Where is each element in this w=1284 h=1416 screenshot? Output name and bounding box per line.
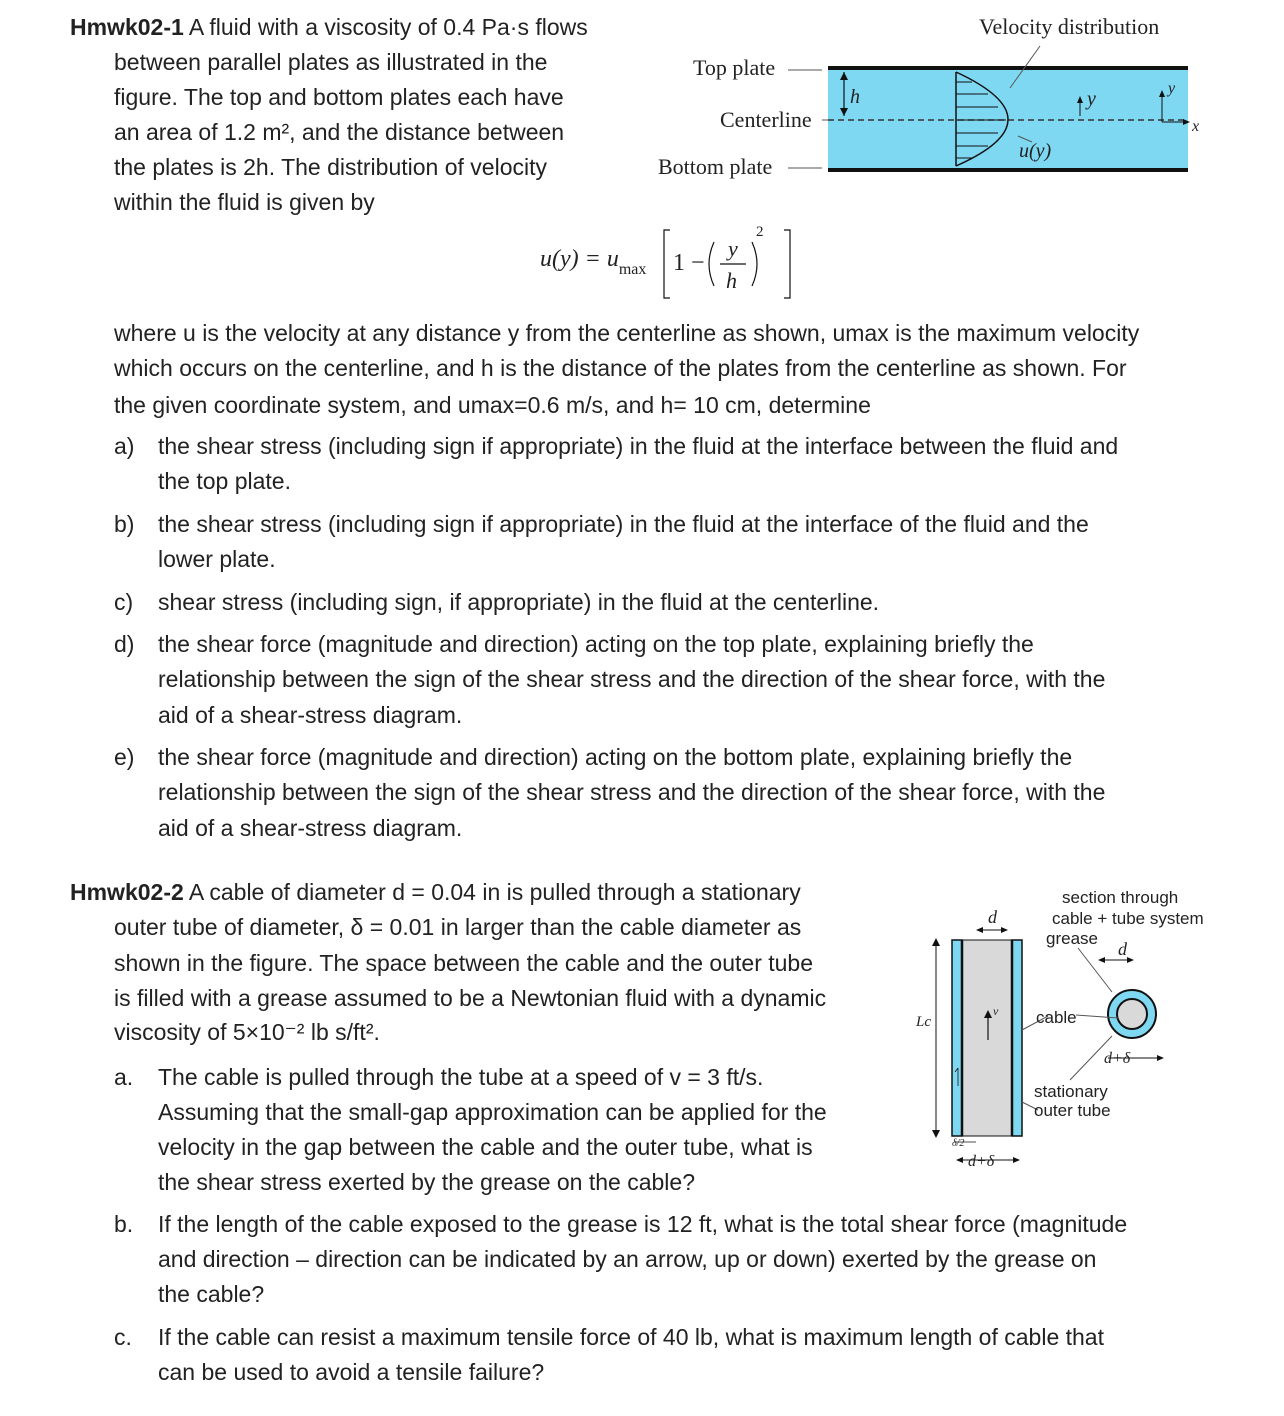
equation-exponent: 2 [756,224,764,240]
d-plus-delta-bottom-label: d+δ [968,1153,995,1170]
axis-x-label: x [1192,118,1200,135]
grease-label: grease [1046,929,1098,948]
p2-item-a-line-2: velocity in the gap between the cable and the outer tube, what is [158,1134,813,1160]
stationary-label-1: stationary [1034,1082,1108,1101]
p1-item-e-label: e) [114,744,135,770]
p2-item-a-line-3: the shear stress exerted by the grease on the cable? [158,1169,695,1195]
problem-2-title: Hmwk02-2 [70,879,184,905]
p1-item-e-line-0: the shear force (magnitude and direction) acting on the bottom plate, explaining briefly the [158,744,1073,770]
bottom-plate-label: Bottom plate [658,154,773,179]
p2-item-b-line-2: the cable? [158,1281,265,1307]
problem-2-intro-line-4: viscosity of 5×10⁻² lb s/ft². [114,1019,380,1045]
velocity-distribution-label: Velocity distribution [979,14,1160,39]
p2-item-a-line-0: The cable is pulled through the tube at a speed of v = 3 ft/s. [158,1064,764,1090]
problem-1-first-line [70,10,588,45]
equation-one-minus: 1 − [673,250,705,276]
p2-item-c-line-1: can be used to avoid a tensile failure? [158,1359,545,1385]
d-plus-delta-label: d+δ [1104,1050,1131,1067]
centerline-label: Centerline [720,107,812,132]
equation-subscript: max [618,261,647,278]
p1-item-c-line-0: shear stress (including sign, if appropriate) in the fluid at the centerline. [158,589,880,615]
problem-2-intro-line-0: A cable of diameter d = 0.04 in is pulled through a stationary [188,879,801,905]
cable-label: cable [1036,1008,1077,1027]
top-plate-label: Top plate [693,55,776,80]
u-of-y-label: u(y) [1019,140,1052,162]
v-label: v [993,1004,999,1018]
p1-item-e-line-2: aid of a shear-stress diagram. [158,815,463,841]
p1-item-b-line-0: the shear stress (including sign if appropriate) in the fluid at the interface of the fluid and the [158,511,1089,537]
d-circle-label: d [1118,939,1127,959]
p2-item-b-line-0: If the length of the cable exposed to the grease is 12 ft, what is the total shear force (magnitude [158,1211,1128,1237]
problem-2-intro-line-3: is filled with a grease assumed to be a Newtonian fluid with a dynamic [114,985,827,1011]
p1-item-a-line-1: the top plate. [158,468,291,494]
stationary-label-2: outer tube [1034,1101,1111,1120]
delta-half-label: δ/2 [952,1138,965,1149]
p2-item-a-line-1: Assuming that the small-gap approximation can be applied for the [158,1099,827,1125]
p2-item-b-line-1: and direction – direction can be indicated by an arrow, up or down) exerted by the grease on [158,1246,1097,1272]
section-label-1: section through [1062,888,1179,907]
equation-numerator: y [728,236,738,261]
p1-item-d-line-2: aid of a shear-stress diagram. [158,702,463,728]
cable-body [962,940,1012,1136]
p1-item-e-line-1: relationship between the sign of the shear stress and the direction of the shear force, with the [158,779,1106,805]
p1-item-d-label: d) [114,631,135,657]
p2-item-a-label: a. [114,1064,134,1090]
equation-lhs: u(y) = u [540,246,619,272]
where-line-0: where u is the velocity at any distance y from the centerline as shown, umax is the maximum velocity [114,320,1140,346]
tube-wall-left [952,940,962,1136]
problem-1-intro-line-1: between parallel plates as illustrated in the [114,49,548,75]
problem-1-intro-line-4: the plates is 2h. The distribution of velocity [114,154,547,180]
p2-item-c-line-0: If the cable can resist a maximum tensile force of 40 lb, what is maximum length of cable that [158,1324,1104,1350]
p1-item-d-line-0: the shear force (magnitude and direction) acting on the top plate, explaining briefly the [158,631,1034,657]
y-label: y [1087,88,1096,110]
cable-cross-section [1117,999,1147,1029]
p2-item-b-label: b. [114,1211,134,1237]
p1-item-a-line-0: the shear stress (including sign if appropriate) in the fluid at the interface between the fluid and [158,433,1119,459]
p2-item-c-label: c. [114,1324,132,1350]
problem-1-intro-line-5: within the fluid is given by [114,189,375,215]
problem-1-intro-line-2: figure. The top and bottom plates each have [114,84,564,110]
problem-2-first-line [70,875,801,910]
where-line-1: which occurs on the centerline, and h is the distance of the plates from the centerline as shown. For [114,355,1127,381]
velocity-equation [540,246,647,278]
h-label: h [850,86,860,108]
problem-1-intro-line-0: A fluid with a viscosity of 0.4 Pa·s flows [188,14,588,40]
axis-y-label: y [1168,80,1176,97]
problem-1-title: Hmwk02-1 [70,14,184,40]
p1-item-a-label: a) [114,433,135,459]
p1-item-c-label: c) [114,589,134,615]
p1-item-b-line-1: lower plate. [158,546,276,572]
section-label-2: cable + tube system [1052,909,1204,928]
p1-item-d-line-1: relationship between the sign of the shear stress and the direction of the shear force, with the [158,666,1106,692]
equation-denominator: h [726,268,737,293]
problem-2-intro-line-1: outer tube of diameter, δ = 0.01 in larger than the cable diameter as [114,914,802,940]
tube-wall-right [1012,940,1022,1136]
d-top-label: d [988,907,997,927]
length-label: Lc [916,1014,931,1030]
p1-item-b-label: b) [114,511,135,537]
where-line-2: the given coordinate system, and umax=0.6 m/s, and h= 10 cm, determine [114,392,871,418]
problem-2-intro-line-2: shown in the figure. The space between the cable and the outer tube [114,950,814,976]
problem-1-intro-line-3: an area of 1.2 m², and the distance between [114,119,565,145]
